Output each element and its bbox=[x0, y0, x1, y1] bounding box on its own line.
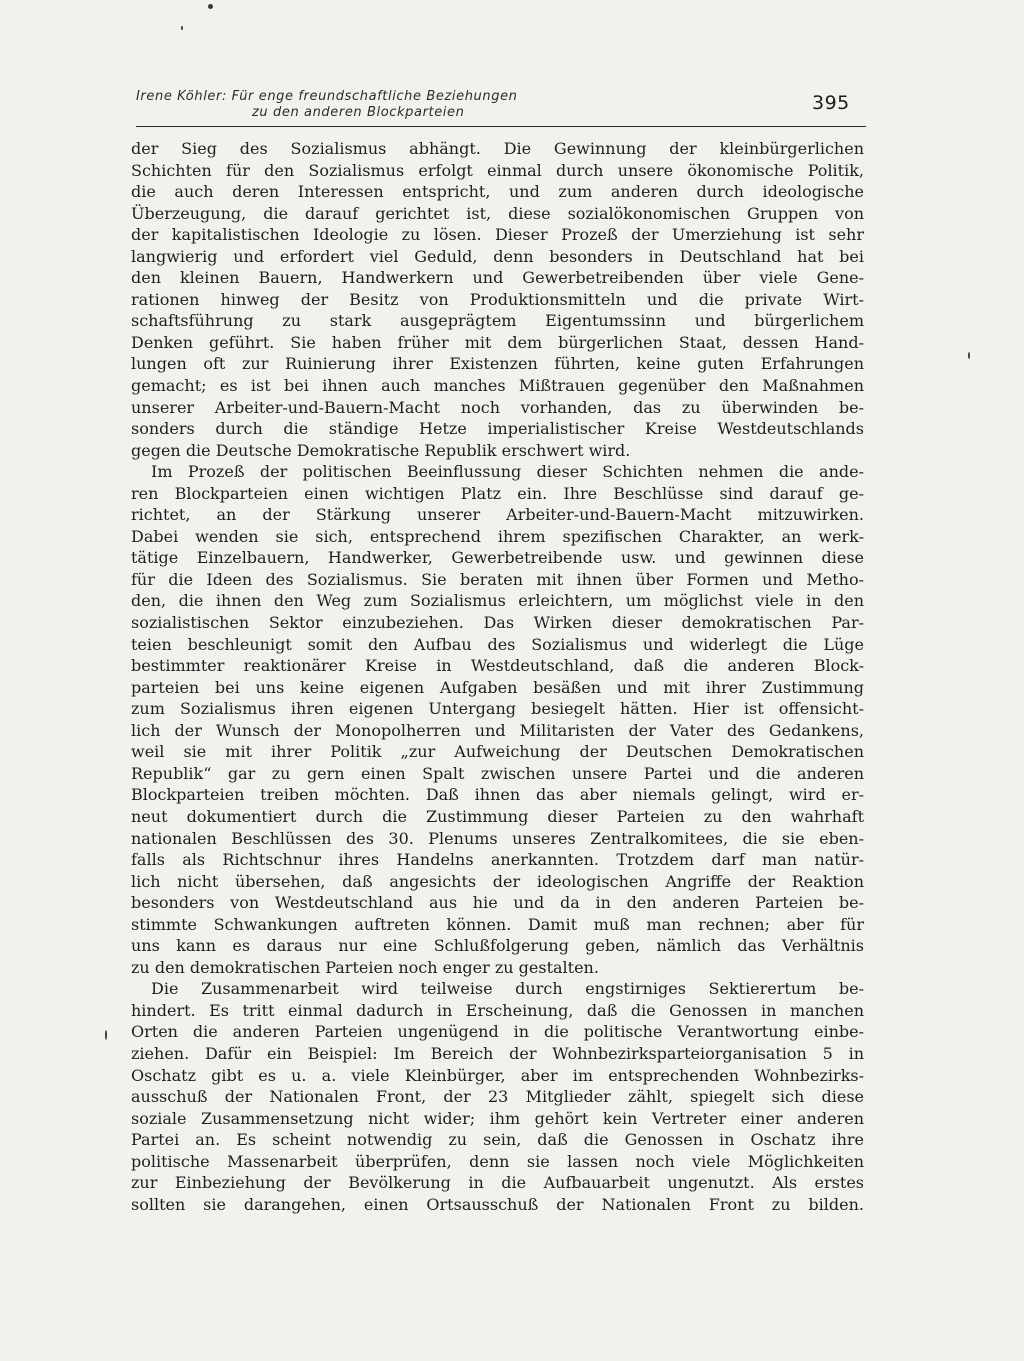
text-line: Denken geführt. Sie haben früher mit dem bürgerlichen Staat, dessen Hand- bbox=[131, 332, 864, 352]
text-line: sollten sie darangehen, einen Ortsausschuß der Nationalen Front zu bilden. bbox=[131, 1194, 864, 1214]
text-line: für die Ideen des Sozialismus. Sie beraten mit ihnen über Formen und Metho- bbox=[131, 569, 864, 589]
text-line: Orten die anderen Parteien ungenügend in die politische Verantwortung einbe- bbox=[131, 1022, 864, 1042]
text-line: sonders durch die ständige Hetze imperialistischer Kreise Westdeutschlands bbox=[131, 419, 864, 439]
text-line: teien beschleunigt somit den Aufbau des Sozialismus und widerlegt die Lüge bbox=[131, 634, 864, 654]
text-line: stimmte Schwankungen auftreten können. Damit muß man rechnen; aber für bbox=[131, 914, 864, 934]
text-line: den kleinen Bauern, Handwerkern und Gewerbetreibenden über viele Gene- bbox=[131, 268, 864, 288]
text-line: ziehen. Dafür ein Beispiel: Im Bereich der Wohnbezirksparteiorganisation 5 in bbox=[131, 1043, 864, 1063]
text-line: gegen die Deutsche Demokratische Republik erschwert wird. bbox=[131, 440, 631, 460]
running-head-line-2: zu den anderen Blockparteien bbox=[252, 105, 465, 120]
scan-speck bbox=[208, 4, 213, 9]
paragraph-2 bbox=[131, 461, 864, 978]
text-line: Blockparteien treiben möchten. Daß ihnen das aber niemals gelingt, wird er- bbox=[131, 785, 864, 805]
text-line: zu den demokratischen Parteien noch enger zu gestalten. bbox=[131, 957, 599, 977]
text-line: lungen oft zur Ruinierung ihrer Existenzen führten, keine guten Erfahrungen bbox=[131, 354, 864, 374]
text-line: politische Massenarbeit überprüfen, denn sie lassen noch viele Möglichkeiten bbox=[131, 1151, 864, 1171]
text-line: parteien bei uns keine eigenen Aufgaben besäßen und mit ihrer Zustimmung bbox=[131, 677, 864, 697]
text-line: schaftsführung zu stark ausgeprägtem Eigentumssinn und bürgerlichem bbox=[131, 311, 864, 331]
text-line: rationen hinweg der Besitz von Produktionsmitteln und die private Wirt- bbox=[131, 289, 864, 309]
running-head-line-1: Irene Köhler: Für enge freundschaftliche Beziehungen bbox=[136, 89, 518, 104]
text-line: uns kann es daraus nur eine Schlußfolgerung geben, nämlich das Verhältnis bbox=[131, 936, 864, 956]
text-line: neut dokumentiert durch die Zustimmung dieser Parteien zu den wahrhaft bbox=[131, 806, 864, 826]
text-line: bestimmter reaktionärer Kreise in Westdeutschland, daß die anderen Block- bbox=[131, 656, 864, 676]
text-line: sozialistischen Sektor einzubeziehen. Das Wirken dieser demokratischen Par- bbox=[131, 613, 864, 633]
text-line: Die Zusammenarbeit wird teilweise durch engstirniges Sektierertum be- bbox=[151, 979, 864, 999]
text-line: unserer Arbeiter-und-Bauern-Macht noch vorhanden, das zu überwinden be- bbox=[131, 397, 864, 417]
paragraph-1 bbox=[131, 138, 864, 461]
text-line: nationalen Beschlüssen des 30. Plenums unseres Zentralkomitees, die sie eben- bbox=[131, 828, 864, 848]
text-line: zur Einbeziehung der Bevölkerung in die Aufbauarbeit ungenutzt. Als erstes bbox=[131, 1173, 864, 1193]
text-line: langwierig und erfordert viel Geduld, denn besonders in Deutschland hat bei bbox=[131, 246, 864, 266]
text-line: ausschuß der Nationalen Front, der 23 Mitglieder zählt, spiegelt sich diese bbox=[131, 1087, 864, 1107]
text-line: den, die ihnen den Weg zum Sozialismus erleichtern, um möglichst viele in den bbox=[131, 591, 864, 611]
paragraph-3 bbox=[131, 978, 864, 1215]
text-line: richtet, an der Stärkung unserer Arbeiter-und-Bauern-Macht mitzuwirken. bbox=[131, 505, 864, 525]
text-line: Überzeugung, die darauf gerichtet ist, diese sozialökonomischen Gruppen von bbox=[131, 203, 864, 223]
text-line: zum Sozialismus ihren eigenen Untergang besiegelt hätten. Hier ist offensicht- bbox=[131, 699, 864, 719]
scan-speck bbox=[105, 1030, 107, 1040]
text-line: hindert. Es tritt einmal dadurch in Erscheinung, daß die Genossen in manchen bbox=[131, 1000, 864, 1020]
scan-speck bbox=[181, 26, 183, 30]
text-line: besonders von Westdeutschland aus hie und da in den anderen Parteien be- bbox=[131, 893, 864, 913]
page-number: 395 bbox=[812, 92, 850, 114]
text-line: Partei an. Es scheint notwendig zu sein, daß die Genossen in Oschatz ihre bbox=[131, 1130, 864, 1150]
text-line: Dabei wenden sie sich, entsprechend ihrem spezifischen Charakter, an werk- bbox=[131, 526, 864, 546]
text-line: der kapitalistischen Ideologie zu lösen. Dieser Prozeß der Umerziehung ist sehr bbox=[131, 225, 864, 245]
text-line: Im Prozeß der politischen Beeinflussung dieser Schichten nehmen die ande- bbox=[151, 462, 864, 482]
text-line: gemacht; es ist bei ihnen auch manches Mißtrauen gegenüber den Maßnahmen bbox=[131, 376, 864, 396]
text-line: falls als Richtschnur ihres Handelns anerkannten. Trotzdem darf man natür- bbox=[131, 850, 864, 870]
running-head bbox=[136, 88, 866, 127]
text-line: Schichten für den Sozialismus erfolgt einmal durch unsere ökonomische Politik, bbox=[131, 160, 864, 180]
text-line: die auch deren Interessen entspricht, und zum anderen durch ideologische bbox=[131, 182, 864, 202]
text-line: Oschatz gibt es u. a. viele Kleinbürger, aber im entsprechenden Wohnbezirks- bbox=[131, 1065, 864, 1085]
text-line: Republik“ gar zu gern einen Spalt zwischen unsere Partei und die anderen bbox=[131, 763, 864, 783]
text-line: der Sieg des Sozialismus abhängt. Die Gewinnung der kleinbürgerlichen bbox=[131, 139, 864, 158]
text-line: soziale Zusammensetzung nicht wider; ihm gehört kein Vertreter einer anderen bbox=[131, 1108, 864, 1128]
text-line: tätige Einzelbauern, Handwerker, Gewerbetreibende usw. und gewinnen diese bbox=[131, 548, 864, 568]
text-line: ren Blockparteien einen wichtigen Platz ein. Ihre Beschlüsse sind darauf ge- bbox=[131, 483, 864, 503]
scan-speck bbox=[968, 352, 970, 359]
body-text bbox=[131, 138, 864, 1215]
text-line: weil sie mit ihrer Politik „zur Aufweichung der Deutschen Demokratischen bbox=[131, 742, 864, 762]
text-line: lich nicht übersehen, daß angesichts der ideologischen Angriffe der Reaktion bbox=[131, 871, 864, 891]
text-line: lich der Wunsch der Monopolherren und Militaristen der Vater des Gedankens, bbox=[131, 720, 864, 740]
